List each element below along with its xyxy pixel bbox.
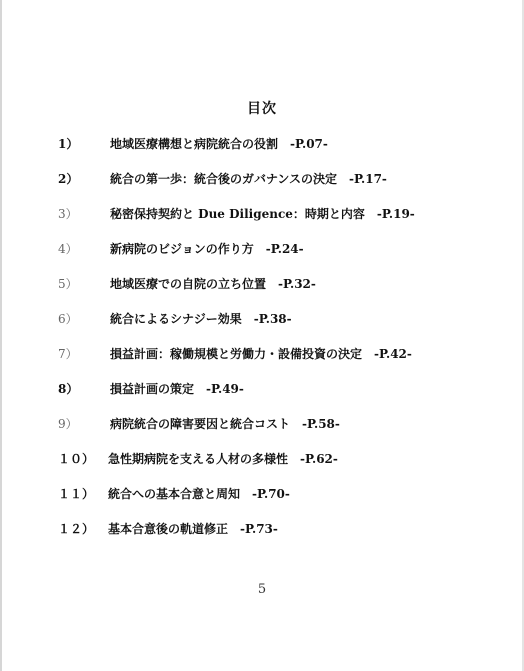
toc-item[interactable]: [0, 486, 524, 521]
toc-item-number: 8）: [58, 382, 79, 396]
toc-item[interactable]: [0, 521, 524, 556]
toc-item-title: 基本合意後の軌道修正 -P.73-: [108, 522, 278, 536]
table-of-contents: [0, 136, 524, 556]
toc-item-number: １０）: [58, 452, 95, 466]
toc-item-title: 病院統合の障害要因と統合コスト -P.58-: [110, 417, 340, 431]
toc-item-title: 損益計画：稼働規模と労働力・設備投資の決定 -P.42-: [110, 347, 412, 361]
toc-item[interactable]: [0, 311, 524, 346]
toc-item-title: 地域医療構想と病院統合の役割 -P.07-: [110, 137, 328, 151]
toc-item[interactable]: [0, 451, 524, 486]
toc-item-title: 統合の第一歩：統合後のガバナンスの決定 -P.17-: [110, 172, 387, 186]
toc-item-title: 統合によるシナジー効果 -P.38-: [110, 312, 292, 326]
toc-item-number: 7）: [58, 347, 78, 361]
page-number: 5: [257, 582, 267, 597]
toc-item-title: 新病院のビジョンの作り方 -P.24-: [110, 242, 304, 256]
toc-item-title: 地域医療での自院の立ち位置 -P.32-: [110, 277, 316, 291]
toc-item-number: 3）: [58, 207, 78, 221]
toc-item[interactable]: [0, 206, 524, 241]
toc-item-number: 4）: [58, 242, 78, 256]
toc-item-title: 秘密保持契約と Due Diligence：時期と内容 -P.19-: [110, 207, 415, 221]
toc-item-title: 統合への基本合意と周知 -P.70-: [108, 487, 290, 501]
toc-item-number: 1）: [58, 137, 79, 151]
toc-item-title: 急性期病院を支える人材の多様性 -P.62-: [108, 452, 338, 466]
toc-item[interactable]: [0, 171, 524, 206]
toc-item[interactable]: [0, 381, 524, 416]
toc-item-title: 損益計画の策定 -P.49-: [110, 382, 244, 396]
toc-item[interactable]: [0, 276, 524, 311]
toc-item-number: 2）: [58, 172, 79, 186]
toc-item[interactable]: [0, 416, 524, 451]
toc-item[interactable]: [0, 346, 524, 381]
toc-item[interactable]: [0, 136, 524, 171]
toc-item-number: １２）: [58, 522, 95, 536]
toc-item-number: 5）: [58, 277, 78, 291]
toc-item-number: 6）: [58, 312, 78, 326]
toc-item-number: １１）: [58, 487, 95, 501]
page-title: 目次: [247, 101, 277, 117]
toc-item[interactable]: [0, 241, 524, 276]
toc-item-number: 9）: [58, 417, 78, 431]
